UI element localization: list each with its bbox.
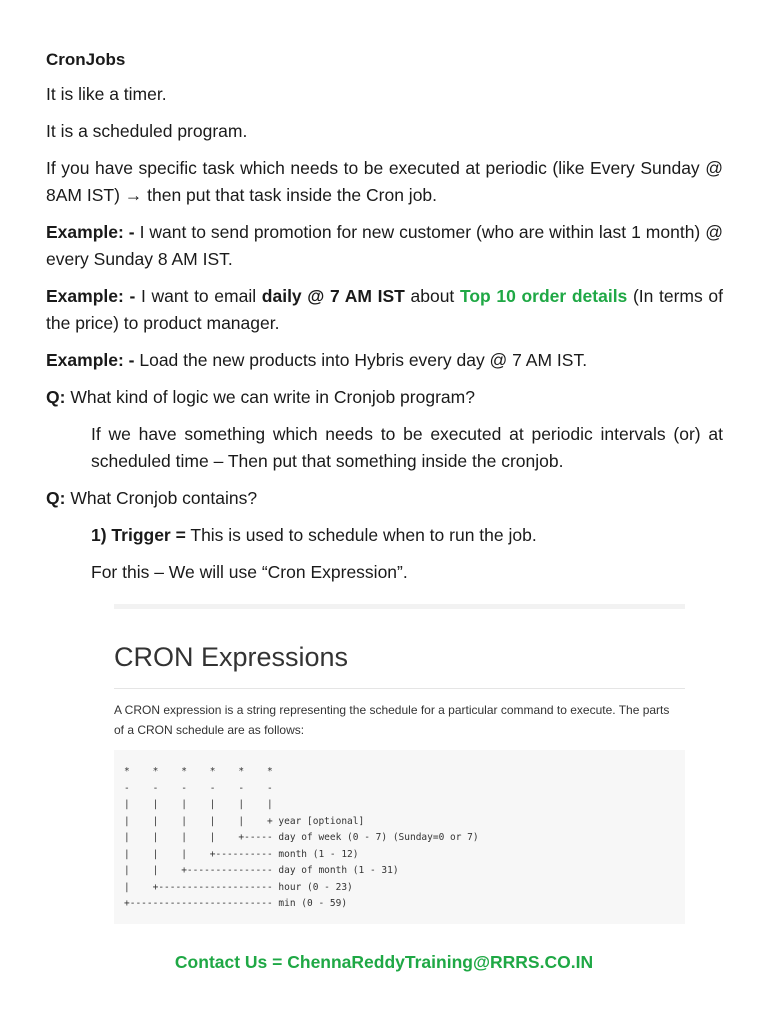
example-text: I want to email bbox=[135, 286, 262, 306]
trigger-label: 1) Trigger = bbox=[91, 525, 186, 545]
question-label: Q: bbox=[46, 488, 66, 508]
example-text: (In terms of the price) to product manager. bbox=[46, 286, 724, 333]
trigger-text: This is used to schedule when to run the job. bbox=[185, 525, 537, 545]
example-email bbox=[46, 283, 723, 337]
paragraph-timer: It is like a timer. bbox=[46, 84, 167, 104]
figure-divider bbox=[114, 604, 685, 609]
question-contains bbox=[46, 485, 723, 512]
example-time: daily @ 7 AM IST bbox=[261, 286, 405, 306]
example-text: I want to send promotion for new customer (who are within last 1 month) @ every Sunday 8 AM IST. bbox=[46, 222, 723, 269]
doc-title: CronJobs bbox=[46, 50, 126, 69]
example-text: Load the new products into Hybris every day @ 7 AM IST. bbox=[134, 350, 588, 370]
cron-code-block bbox=[114, 750, 685, 924]
trigger-line bbox=[46, 522, 723, 549]
question-label: Q: bbox=[46, 387, 66, 407]
example-label: Example: - bbox=[46, 350, 135, 370]
example-load-products bbox=[46, 347, 723, 374]
question-text: What Cronjob contains? bbox=[65, 488, 258, 508]
cron-expressions-figure bbox=[114, 604, 685, 924]
cron-expression-note: For this – We will use “Cron Expression”. bbox=[91, 562, 408, 582]
example-highlight: Top 10 order details bbox=[459, 286, 628, 306]
figure-title: CRON Expressions bbox=[114, 642, 349, 672]
paragraph-scheduled: It is a scheduled program. bbox=[46, 121, 248, 141]
example-promotion bbox=[46, 219, 723, 273]
paragraph-periodic-task: If you have specific task which needs to be executed at periodic (like Every Sunday @ 8AM IST) → then put that task inside the Cron job. bbox=[46, 158, 723, 205]
question-logic bbox=[46, 384, 723, 411]
cron-schedule-diagram: * * * * * * - - - - - - | | | | | | | | | | | + year [optional] | | | | +----- day of week (0 - 7) (Sunday=0 or 7) | | | +---------- month (1 - 12) | | +--------------- day of month (1 - 31) | +-------------------- hour (0 - 23) +------------------------- min (0 - 59) bbox=[124, 766, 479, 909]
example-label: Example: - bbox=[46, 286, 136, 306]
figure-title-rule bbox=[114, 688, 685, 689]
question-text: What kind of logic we can write in Cronjob program? bbox=[65, 387, 475, 407]
contact-footer: Contact Us = ChennaReddyTraining@RRRS.CO.IN bbox=[174, 952, 594, 972]
figure-description: A CRON expression is a string representing the schedule for a particular command to execute. The parts of a CRON schedule are as follows: bbox=[114, 703, 670, 737]
document-body bbox=[46, 46, 723, 596]
example-label: Example: - bbox=[46, 222, 135, 242]
answer-logic: If we have something which needs to be executed at periodic intervals (or) at scheduled time – Then put that something inside the cronjob. bbox=[91, 424, 723, 471]
example-text: about bbox=[404, 286, 460, 306]
